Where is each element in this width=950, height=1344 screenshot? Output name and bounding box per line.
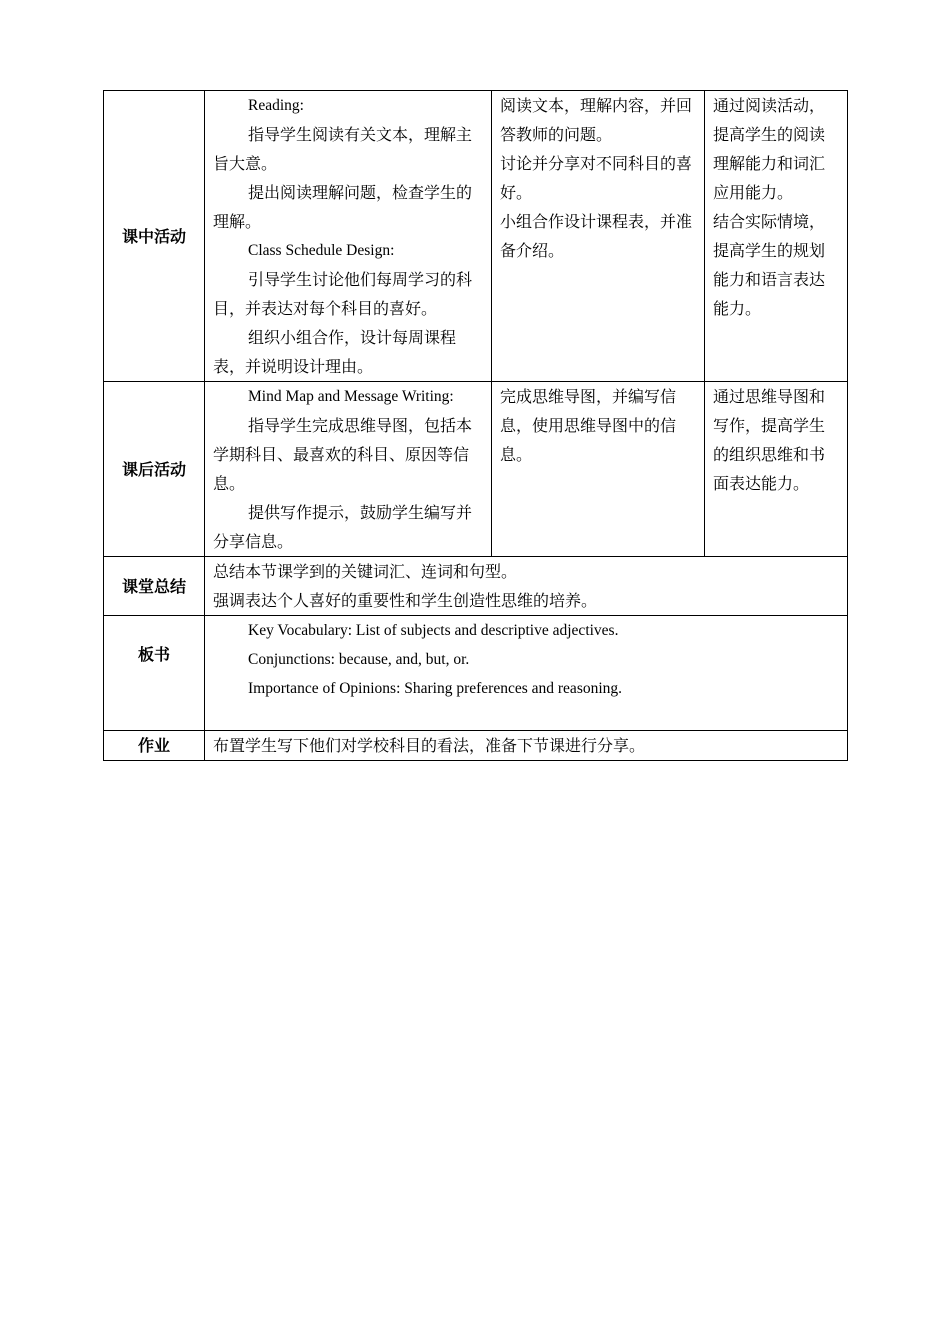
- homework-label: 作业: [104, 731, 205, 761]
- board-cell: [205, 616, 848, 731]
- reading-heading: Reading:: [248, 97, 304, 114]
- board-line-3: Importance of Opinions: Sharing preferences and reasoning.: [248, 680, 623, 697]
- in-class-student-cell: [492, 91, 705, 382]
- after-class-teacher-cell: [205, 382, 492, 557]
- in-class-teacher-cell: [205, 91, 492, 382]
- board-line-2: Conjunctions: because, and, but, or.: [248, 651, 470, 668]
- in-class-row: [104, 91, 848, 382]
- after-class-student-cell: [492, 382, 705, 557]
- summary-cell: [205, 557, 848, 616]
- after-class-label: 课后活动: [104, 382, 205, 557]
- purpose-planning: 结合实际情境，提高学生的规划能力和语言表达能力。: [713, 212, 826, 318]
- board-row: [104, 616, 848, 731]
- teacher-reading-questions: 提出阅读理解问题，检查学生的理解。: [213, 183, 473, 231]
- summary-line-1: 总结本节课学到的关键词汇、连词和句型。: [213, 562, 518, 581]
- teacher-reading-guide: 指导学生阅读有关文本，理解主旨大意。: [213, 125, 473, 173]
- homework-row: [104, 731, 848, 761]
- in-class-label: 课中活动: [104, 91, 205, 382]
- purpose-mindmap: 通过思维导图和写作，提高学生的组织思维和书面表达能力。: [713, 387, 826, 493]
- summary-label: 课堂总结: [104, 557, 205, 616]
- schedule-heading: Class Schedule Design:: [248, 242, 395, 259]
- board-line-1: Key Vocabulary: List of subjects and descriptive adjectives.: [248, 622, 619, 639]
- student-discuss: 讨论并分享对不同科目的喜好。: [500, 154, 693, 202]
- after-class-row: [104, 382, 848, 557]
- student-design: 小组合作设计课程表，并准备介绍。: [500, 212, 693, 260]
- lesson-plan-table: [103, 90, 848, 761]
- teacher-schedule-discuss: 引导学生讨论他们每周学习的科目，并表达对每个科目的喜好。: [213, 270, 473, 318]
- student-reading: 阅读文本，理解内容，并回答教师的问题。: [500, 96, 693, 144]
- summary-row: [104, 557, 848, 616]
- teacher-mindmap-guide: 指导学生完成思维导图，包括本学期科目、最喜欢的科目、原因等信息。: [213, 416, 473, 493]
- mindmap-heading: Mind Map and Message Writing:: [248, 388, 454, 405]
- purpose-reading: 通过阅读活动，提高学生的阅读理解能力和词汇应用能力。: [713, 96, 826, 202]
- homework-cell: 布置学生写下他们对学校科目的看法，准备下节课进行分享。: [205, 731, 848, 761]
- in-class-purpose-cell: [705, 91, 848, 382]
- student-mindmap: 完成思维导图，并编写信息，使用思维导图中的信息。: [500, 387, 677, 464]
- after-class-purpose-cell: [705, 382, 848, 557]
- teacher-schedule-group: 组织小组合作，设计每周课程表，并说明设计理由。: [213, 328, 457, 376]
- board-label: 板书: [104, 616, 205, 731]
- summary-line-2: 强调表达个人喜好的重要性和学生创造性思维的培养。: [213, 591, 598, 610]
- teacher-writing-prompt: 提供写作提示，鼓励学生编写并分享信息。: [213, 503, 473, 551]
